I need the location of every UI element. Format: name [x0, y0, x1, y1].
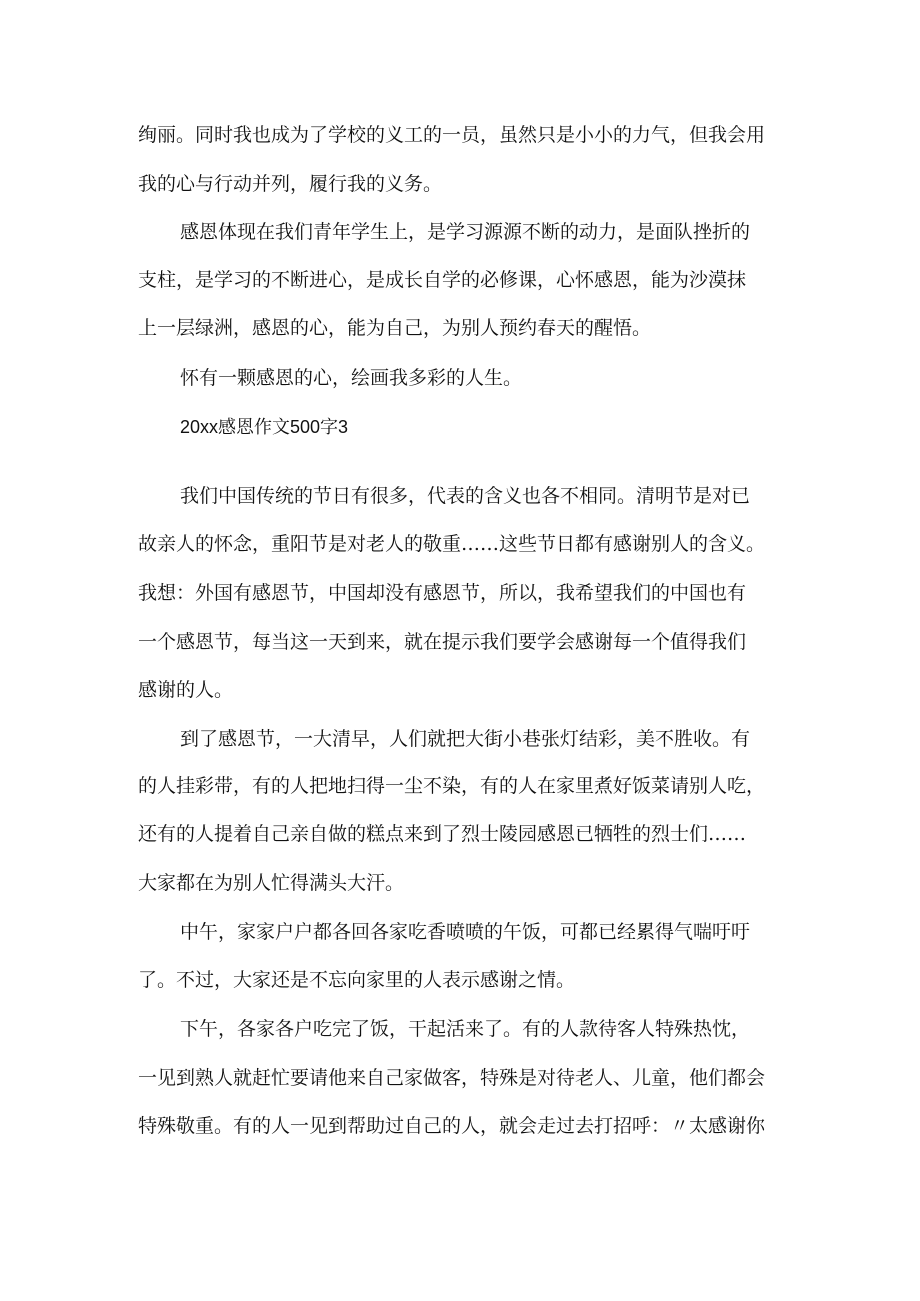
section-heading: 20xx感恩作文500字3 — [180, 417, 349, 437]
paragraph-line: 还有的人提着自己亲自做的糕点来到了烈士陵园感恩已牺牲的烈士们…… — [138, 823, 747, 845]
paragraph-line: 的人挂彩带，有的人把地扫得一尘不染，有的人在家里煮好饭菜请别人吃， — [138, 775, 766, 797]
paragraph-line: 感恩体现在我们青年学生上，是学习源源不断的动力，是面队挫折的 — [180, 221, 751, 243]
paragraph-line: 感谢的人。 — [138, 679, 234, 701]
paragraph-line: 特殊敬重。有的人一见到帮助过自己的人，就会走过去打招呼：〃太感谢你 — [138, 1115, 766, 1137]
paragraph-line: 下午，各家各户吃完了饭，干起活来了。有的人款待客人特殊热忱， — [180, 1018, 751, 1040]
paragraph-line: 怀有一颗感恩的心，绘画我多彩的人生。 — [180, 367, 523, 389]
paragraph-line: 故亲人的怀念，重阳节是对老人的敬重……这些节日都有感谢别人的含义。 — [138, 533, 766, 555]
paragraph-line: 大家都在为别人忙得满头大汗。 — [138, 872, 405, 894]
paragraph-line: 到了感恩节，一大清早，人们就把大街小巷张灯结彩，美不胜收。有 — [180, 728, 751, 750]
paragraph-line: 支柱，是学习的不断进心，是成长自学的必修课，心怀感恩，能为沙漠抹 — [138, 269, 747, 291]
paragraph-line: 绚丽。同时我也成为了学校的义工的一员，虽然只是小小的力气，但我会用 — [138, 124, 766, 146]
paragraph-line: 一见到熟人就赶忙要请他来自己家做客，特殊是对待老人、儿童，他们都会 — [138, 1067, 766, 1089]
paragraph-line: 上一层绿洲，感恩的心，能为自己，为别人预约春天的醒悟。 — [138, 317, 652, 339]
paragraph-line: 我的心与行动并列，履行我的义务。 — [138, 173, 443, 195]
paragraph-line: 中午，家家户户都各回各家吃香喷喷的午饭，可都已经累得气喘吁吁 — [180, 921, 751, 943]
paragraph-line: 一个感恩节，每当这一天到来，就在提示我们要学会感谢每一个值得我们 — [138, 631, 747, 653]
paragraph-line: 了。不过，大家还是不忘向家里的人表示感谢之情。 — [138, 969, 576, 991]
paragraph-line: 我们中国传统的节日有很多，代表的含义也各不相同。清明节是对已 — [180, 485, 751, 507]
paragraph-line: 我想：外国有感恩节，中国却没有感恩节，所以，我希望我们的中国也有 — [138, 582, 747, 604]
